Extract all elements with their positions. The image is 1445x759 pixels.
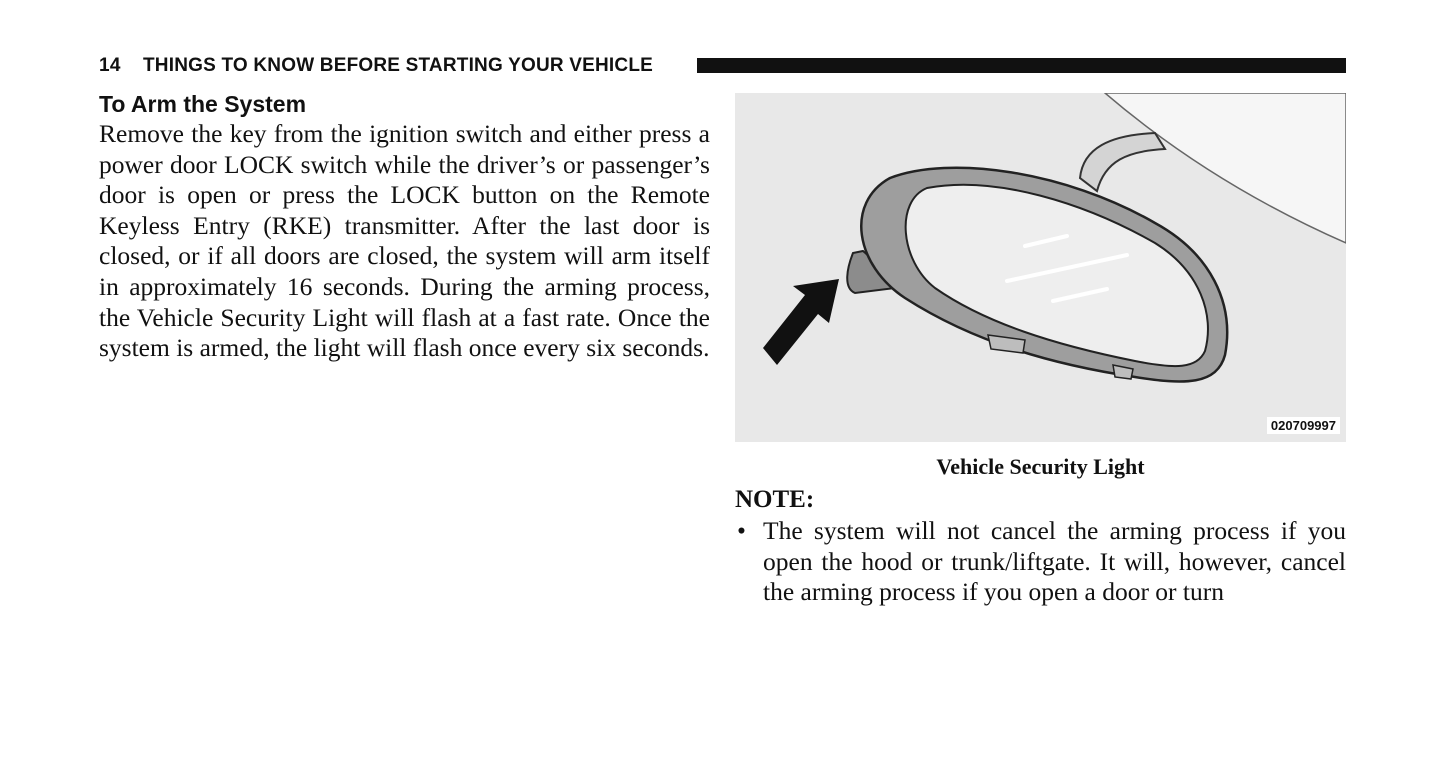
note-list [735,516,1346,608]
page-number: 14 [99,55,121,76]
body-paragraph: Remove the key from the ignition switch and either press a power door LOCK switch while the driver’s or passenger’s door is open or press the LOCK button on the Remote Keyless Entry (RKE) transmitter. After the last door is closed, or if all doors are closed, the system will arm itself in approximately 16 seconds. During the arming process, the Vehicle Security Light will flash at a fast rate. Once the system is armed, the light will flash once every six seconds. [99,119,710,363]
figure-caption: Vehicle Security Light [936,454,1145,479]
note-label: NOTE: [735,486,815,513]
list-item [735,516,1346,608]
rearview-mirror-illustration [735,93,1346,442]
section-heading: To Arm the System [99,91,307,117]
mirror-mount-arm [1080,133,1165,191]
running-header-title: THINGS TO KNOW BEFORE STARTING YOUR VEHICLE [143,55,654,76]
bullet: • [737,516,746,545]
header-rule-bar [697,58,1346,73]
pointer-arrow-icon [763,279,839,365]
figure-code: 020709997 [1267,417,1340,434]
mirror-drawing [735,93,1346,442]
page-header [99,54,1346,78]
note-item-text: The system will not cancel the arming process if you open the hood or trunk/liftgate. It will, however, cancel the arming process if you open a door or turn [763,516,1346,607]
mirror-glass [906,185,1208,366]
